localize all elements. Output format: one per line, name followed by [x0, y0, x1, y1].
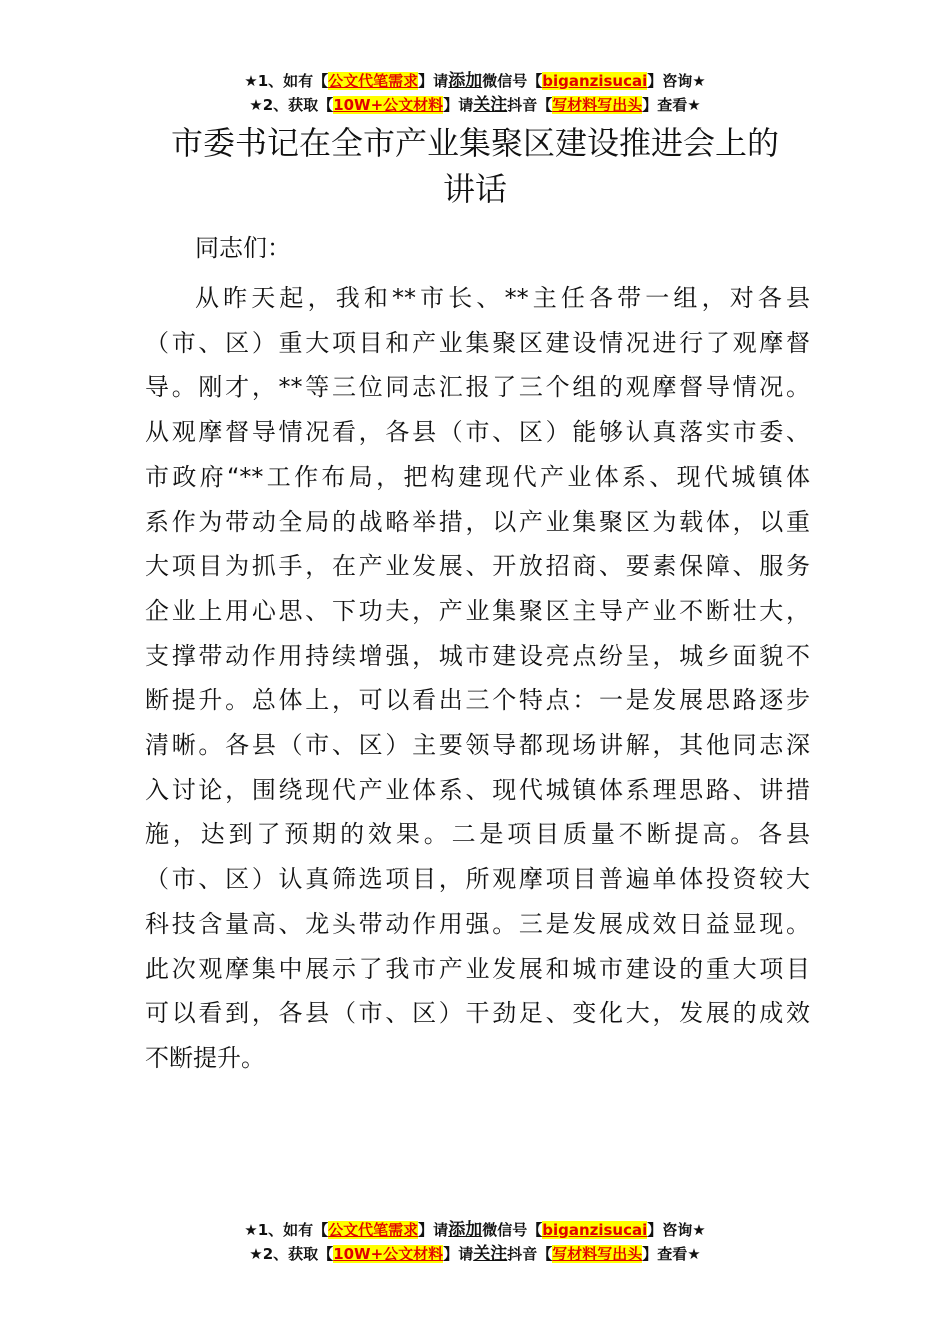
body-line: 清晰。各县（市、区）主要领导都现场讲解，其他同志深 [145, 731, 810, 760]
promo-line-2 [0, 1242, 950, 1266]
promo-text: 】查看★ [642, 1245, 701, 1263]
promo-highlight: 10W+公文材料 [333, 96, 444, 114]
greeting: 同志们： [195, 234, 291, 262]
promo-line-2 [0, 93, 950, 117]
body-line: 从观摩督导情况看，各县（市、区）能够认真落实市委、 [145, 418, 810, 447]
body-line: 支撑带动作用持续增强，城市建设亮点纷呈，城乡面貌不 [145, 641, 810, 670]
body-line: 市政府“**工作布局，把构建现代产业体系、现代城镇体 [145, 462, 810, 491]
promo-highlight: 10W+公文材料 [333, 1245, 444, 1263]
body-line: 入讨论，围绕现代产业体系、现代城镇体系理思路、讲措 [145, 775, 810, 804]
promo-text: 抖音【 [507, 1245, 553, 1263]
body-line: （市、区）认真筛选项目，所观摩项目普遍单体投资较大 [145, 865, 810, 894]
title-line: 讲话 [442, 170, 507, 208]
body-line: 科技含量高、龙头带动作用强。三是发展成效日益显现。 [145, 909, 810, 938]
promo-highlight: biganzisucai [542, 1221, 648, 1239]
promo-text: 微信号【 [482, 1221, 543, 1239]
promo-text: 微信号【 [482, 72, 543, 90]
promo-highlight: 写材料写出头 [552, 96, 643, 114]
body-line: （市、区）重大项目和产业集聚区建设情况进行了观摩督 [145, 328, 810, 357]
promo-text: 】请 [418, 1221, 449, 1239]
promo-text: ★2、获取【 [249, 1245, 334, 1263]
promo-highlight: 写材料写出头 [552, 1245, 643, 1263]
promo-text: 抖音【 [507, 96, 553, 114]
body-line: 断提升。总体上，可以看出三个特点：一是发展思路逐步 [145, 686, 810, 715]
promo-text: 】请 [443, 96, 474, 114]
promo-text: 】咨询★ [647, 72, 706, 90]
promo-header [0, 69, 950, 117]
promo-highlight: 公文代笔需求 [328, 72, 419, 90]
body-line: 施，达到了预期的效果。二是项目质量不断提高。各县 [145, 820, 810, 849]
promo-line-1 [0, 69, 950, 93]
promo-footer [0, 1218, 950, 1266]
title-line: 市委书记在全市产业集聚区建设推进会上的 [170, 124, 779, 162]
promo-text: ★2、获取【 [249, 96, 334, 114]
document-title [0, 120, 950, 212]
body-line: 企业上用心思、下功夫，产业集聚区主导产业不断壮大， [145, 596, 810, 625]
promo-text: 】请 [418, 72, 449, 90]
promo-text: ★1、如有【 [244, 72, 329, 90]
body-line: 此次观摩集中展示了我市产业发展和城市建设的重大项目 [145, 954, 810, 983]
promo-underline: 添加 [448, 1220, 483, 1240]
promo-underline: 关注 [473, 1244, 508, 1264]
body-line: 从昨天起，我和**市长、**主任各带一组，对各县 [195, 284, 810, 312]
body-line: 大项目为抓手，在产业发展、开放招商、要素保障、服务 [145, 552, 810, 581]
promo-highlight: biganzisucai [542, 72, 648, 90]
promo-line-1 [0, 1218, 950, 1242]
body-paragraph [145, 276, 810, 1081]
promo-text: 】查看★ [642, 96, 701, 114]
body-line: 系作为带动全局的战略举措，以产业集聚区为载体，以重 [145, 507, 810, 536]
body-line: 导。刚才，**等三位同志汇报了三个组的观摩督导情况。 [145, 373, 810, 402]
body-line: 不断提升。 [145, 1043, 265, 1072]
promo-highlight: 公文代笔需求 [328, 1221, 419, 1239]
promo-text: 】咨询★ [647, 1221, 706, 1239]
promo-text: ★1、如有【 [244, 1221, 329, 1239]
promo-text: 】请 [443, 1245, 474, 1263]
body-line: 可以看到，各县（市、区）干劲足、变化大，发展的成效 [145, 999, 810, 1028]
promo-underline: 关注 [473, 95, 508, 115]
promo-underline: 添加 [448, 71, 483, 91]
